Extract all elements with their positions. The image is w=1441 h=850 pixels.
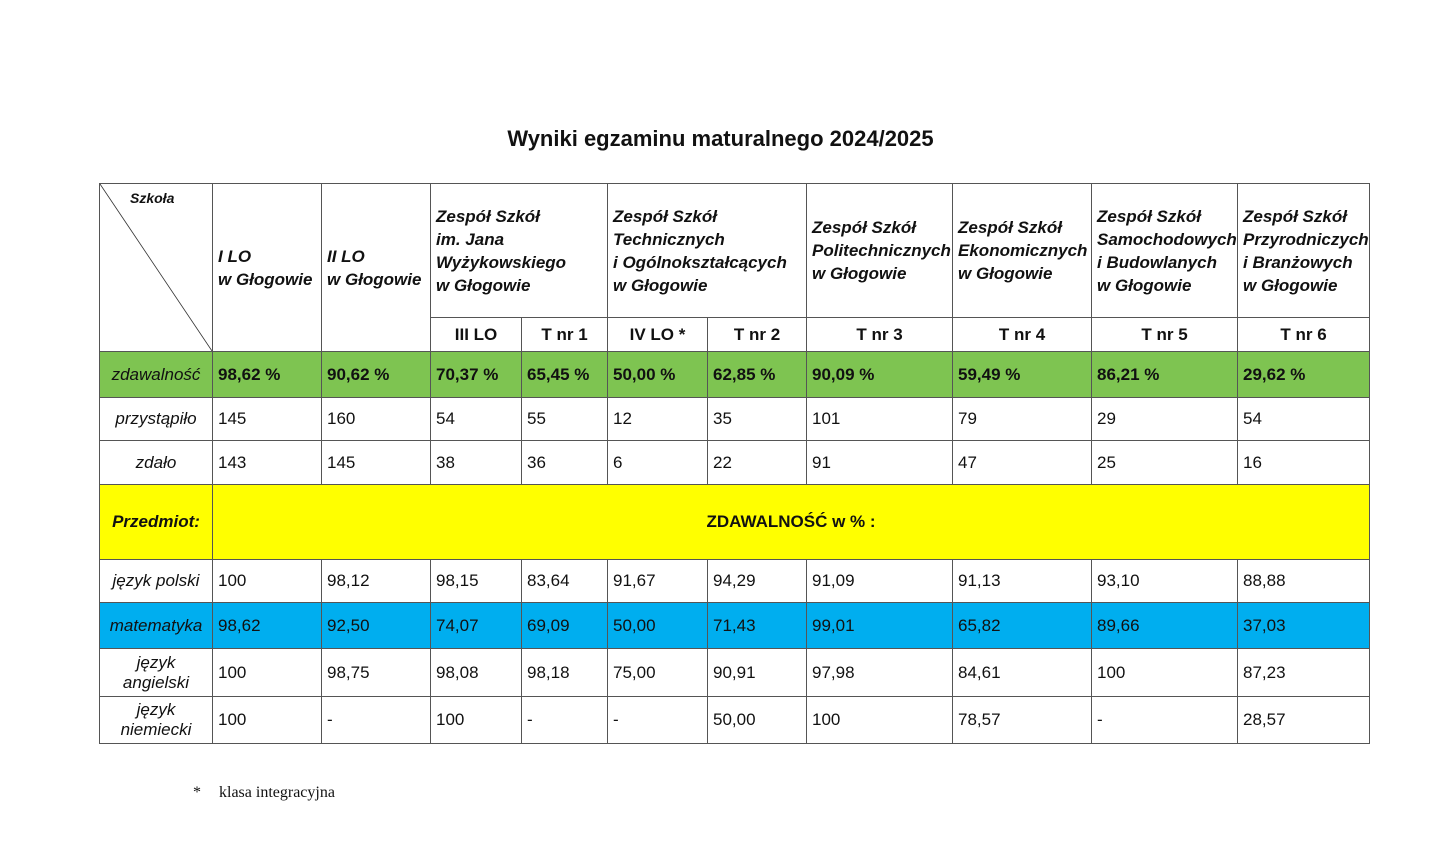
table-cell: 100 [213, 560, 322, 603]
subheader-cell: T nr 3 [807, 318, 953, 352]
table-cell: 69,09 [522, 603, 608, 649]
table-cell: 83,64 [522, 560, 608, 603]
table-cell: 79 [953, 398, 1092, 441]
table-cell: 29 [1092, 398, 1238, 441]
footnote-marker: * [193, 784, 201, 801]
school-header: Zespół Szkół Ekonomicznych w Głogowie [953, 184, 1092, 318]
table-cell: 97,98 [807, 649, 953, 697]
table-cell: 87,23 [1238, 649, 1370, 697]
table-cell: 29,62 % [1238, 352, 1370, 398]
table-cell: 100 [807, 697, 953, 744]
subject-header-value: ZDAWALNOŚĆ w % : [213, 485, 1370, 560]
page-title: Wyniki egzaminu maturalnego 2024/2025 [507, 126, 934, 151]
table-cell: 91,67 [608, 560, 708, 603]
subject-label: matematyka [100, 603, 213, 649]
table-cell: 37,03 [1238, 603, 1370, 649]
table-cell: 91,09 [807, 560, 953, 603]
subject-header-row [100, 485, 1370, 560]
table-cell: 62,85 % [708, 352, 807, 398]
table-cell: 50,00 % [608, 352, 708, 398]
table-cell: 145 [213, 398, 322, 441]
passed-row [100, 441, 1370, 485]
table-cell: 98,62 [213, 603, 322, 649]
subheader-cell: T nr 4 [953, 318, 1092, 352]
subject-row [100, 649, 1370, 697]
school-header: Zespół Szkół Przyrodniczych i Branżowych w Głogowie [1238, 184, 1370, 318]
table-cell: 100 [1092, 649, 1238, 697]
subheader-cell: III LO [431, 318, 522, 352]
table-cell: 50,00 [608, 603, 708, 649]
table-cell: 98,18 [522, 649, 608, 697]
table-cell: 16 [1238, 441, 1370, 485]
pass-rate-row [100, 352, 1370, 398]
table-cell: 99,01 [807, 603, 953, 649]
header-row [100, 184, 1370, 318]
school-header: Zespół Szkół Samochodowych i Budowlanych w Głogowie [1092, 184, 1238, 318]
table-cell: 101 [807, 398, 953, 441]
results-table [99, 183, 1370, 744]
table-cell: 54 [1238, 398, 1370, 441]
subject-label: język niemiecki [100, 697, 213, 744]
subheader-cell: T nr 1 [522, 318, 608, 352]
table-cell: 12 [608, 398, 708, 441]
subject-row [100, 560, 1370, 603]
subject-row [100, 603, 1370, 649]
school-header: I LO w Głogowie [213, 184, 322, 352]
table-cell: - [322, 697, 431, 744]
table-cell: 88,88 [1238, 560, 1370, 603]
table-cell: 71,43 [708, 603, 807, 649]
table-cell: 100 [213, 649, 322, 697]
subject-label: język polski [100, 560, 213, 603]
table-cell: 98,15 [431, 560, 522, 603]
table-cell: 35 [708, 398, 807, 441]
table-cell: 54 [431, 398, 522, 441]
table-cell: 84,61 [953, 649, 1092, 697]
table-cell: 90,91 [708, 649, 807, 697]
table-cell: 98,12 [322, 560, 431, 603]
table-cell: 89,66 [1092, 603, 1238, 649]
table-cell: 25 [1092, 441, 1238, 485]
corner-label: Szkoła [130, 190, 175, 206]
table-cell: 78,57 [953, 697, 1092, 744]
corner-cell [100, 184, 213, 352]
table-cell: 6 [608, 441, 708, 485]
table-cell: 28,57 [1238, 697, 1370, 744]
table-cell: 75,00 [608, 649, 708, 697]
subject-label: język angielski [100, 649, 213, 697]
entered-row [100, 398, 1370, 441]
table-cell: 100 [213, 697, 322, 744]
row-label: zdawalność [100, 352, 213, 398]
table-cell: - [608, 697, 708, 744]
row-label: przystąpiło [100, 398, 213, 441]
table-cell: 22 [708, 441, 807, 485]
school-header: II LO w Głogowie [322, 184, 431, 352]
school-header: Zespół Szkół im. Jana Wyżykowskiego w Głogowie [431, 184, 608, 318]
table-cell: 47 [953, 441, 1092, 485]
subheader-cell: T nr 6 [1238, 318, 1370, 352]
table-cell: 160 [322, 398, 431, 441]
table-cell: 91,13 [953, 560, 1092, 603]
table-cell: 36 [522, 441, 608, 485]
table-cell: - [522, 697, 608, 744]
table-cell: 100 [431, 697, 522, 744]
footnote-text: klasa integracyjna [219, 784, 335, 801]
table-cell: 94,29 [708, 560, 807, 603]
footnote [193, 784, 335, 802]
table-cell: 55 [522, 398, 608, 441]
subheader-cell: IV LO * [608, 318, 708, 352]
school-header: Zespół Szkół Technicznych i Ogólnokształcących w Głogowie [608, 184, 807, 318]
table-cell: - [1092, 697, 1238, 744]
table-cell: 92,50 [322, 603, 431, 649]
subject-row [100, 697, 1370, 744]
subheader-cell: T nr 5 [1092, 318, 1238, 352]
diagonal-line [100, 184, 212, 351]
table-cell: 91 [807, 441, 953, 485]
table-cell: 98,62 % [213, 352, 322, 398]
school-header: Zespół Szkół Politechnicznych w Głogowie [807, 184, 953, 318]
subject-header-label: Przedmiot: [100, 485, 213, 560]
table-cell: 145 [322, 441, 431, 485]
table-cell: 93,10 [1092, 560, 1238, 603]
table-cell: 59,49 % [953, 352, 1092, 398]
table-cell: 90,09 % [807, 352, 953, 398]
table-cell: 50,00 [708, 697, 807, 744]
table-cell: 74,07 [431, 603, 522, 649]
table-cell: 98,75 [322, 649, 431, 697]
table-cell: 98,08 [431, 649, 522, 697]
table-cell: 90,62 % [322, 352, 431, 398]
row-label: zdało [100, 441, 213, 485]
table-cell: 38 [431, 441, 522, 485]
table-cell: 65,45 % [522, 352, 608, 398]
table-cell: 70,37 % [431, 352, 522, 398]
subheader-cell: T nr 2 [708, 318, 807, 352]
table-cell: 143 [213, 441, 322, 485]
table-cell: 86,21 % [1092, 352, 1238, 398]
table-cell: 65,82 [953, 603, 1092, 649]
